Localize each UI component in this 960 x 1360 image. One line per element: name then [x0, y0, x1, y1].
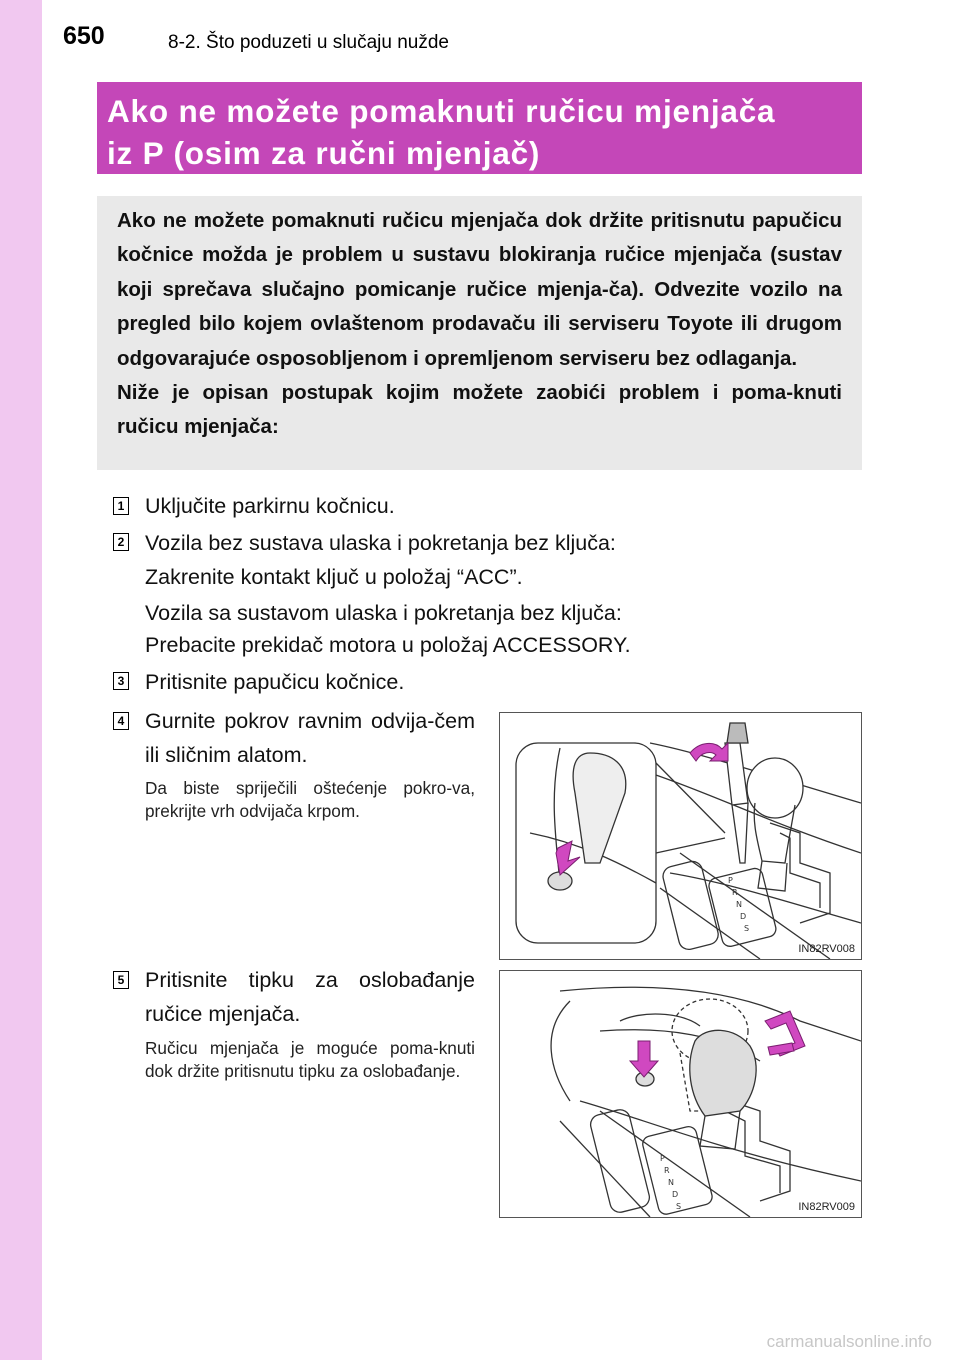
step-5-text: Pritisnite tipku za oslobađanje ručice mjenjača. [145, 968, 475, 1026]
gear-label-p-2: P [660, 1154, 665, 1163]
gear-label-n: N [736, 900, 742, 909]
screwdriver-cover-illustration [500, 713, 861, 959]
step-3-number: 3 [113, 672, 129, 690]
step-4-text: Gurnite pokrov ravnim odvija-čem ili sličnim alatom. [145, 709, 475, 767]
page-number: 650 [63, 22, 105, 50]
step-1-text: Uključite parkirnu kočnicu. [145, 494, 395, 518]
figure-code-step-5: IN82RV009 [798, 1201, 855, 1213]
figure-step-4 [499, 712, 862, 960]
step-4-note: Da biste spriječili oštećenje pokro-va, prekrijte vrh odvijača krpom. [145, 778, 475, 821]
step-1-number: 1 [113, 497, 129, 515]
side-color-band [0, 0, 42, 1360]
step-2-line-1: Vozila bez sustava ulaska i pokretanja bez ključa: [145, 531, 616, 555]
step-5-note: Ručicu mjenjača je moguće poma-knuti dok držite pritisnutu tipku za oslobađanje. [145, 1038, 475, 1081]
step-2-line-4: Prebacite prekidač motora u položaj ACCESSORY. [145, 633, 631, 657]
title-line-1: Ako ne možete pomaknuti ručicu mjenjača [107, 93, 776, 129]
step-2-line-2: Zakrenite kontakt ključ u položaj “ACC”. [145, 565, 523, 589]
figure-code-step-4: IN82RV008 [798, 943, 855, 955]
gear-label-s: S [744, 924, 750, 933]
step-3-text: Pritisnite papučicu kočnice. [145, 670, 405, 694]
section-title: 8-2. Što poduzeti u slučaju nužde [168, 32, 449, 53]
intro-box [97, 196, 862, 470]
gear-label-n-2: N [668, 1178, 674, 1187]
intro-paragraph-1: Ako ne možete pomaknuti ručicu mjenjača dok držite pritisnutu papučicu kočnice možda je problem u sustavu blokiranja ručice mjenjača (sustav koji sprečava slučajno pomicanje ručice mjenja-ča). Odvezite vozilo na pregled bilo kojem ovlaštenom prodavaču ili serviseru Toyote ili drugom odgovarajuće osposobljenom i opremljenom serviseru bez odlaganja. [117, 209, 842, 370]
gear-label-r: R [732, 888, 738, 897]
intro-paragraph-2: Niže je opisan postupak kojim možete zaobići problem i poma-knuti ručicu mjenjača: [117, 381, 842, 439]
gear-label-r-2: R [664, 1166, 670, 1175]
title-line-2: iz P (osim za ručni mjenjač) [107, 135, 541, 171]
figure-step-5 [499, 970, 862, 1218]
step-2-number: 2 [113, 533, 129, 551]
gear-label-p: P [728, 876, 733, 885]
shift-release-button-illustration [500, 971, 861, 1217]
gear-label-s-2: S [676, 1202, 682, 1211]
gear-label-d-2: D [672, 1190, 679, 1199]
step-4-number: 4 [113, 712, 129, 730]
title-box [97, 82, 862, 174]
step-2-line-3: Vozila sa sustavom ulaska i pokretanja bez ključa: [145, 601, 622, 625]
step-5-number: 5 [113, 971, 129, 989]
gear-label-d: D [740, 912, 747, 921]
footer-watermark[interactable]: carmanualsonline.info [766, 1332, 932, 1351]
